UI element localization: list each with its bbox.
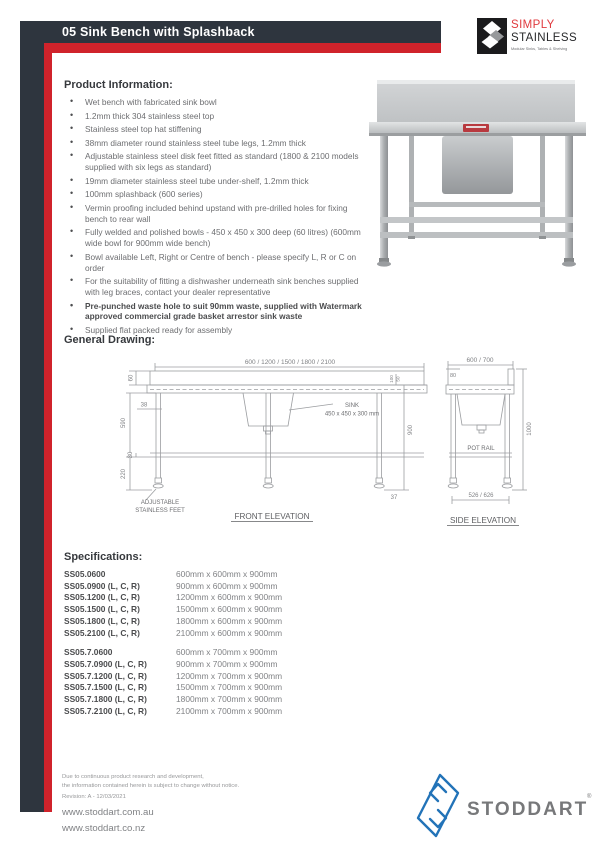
general-drawing-heading: General Drawing: — [64, 334, 156, 346]
bullet-item: • 100mm splashback (600 series) — [64, 189, 364, 200]
sink-bench-photo-illustration — [360, 66, 595, 278]
header-bar — [20, 21, 441, 43]
bullet-item: • 1.2mm thick 304 stainless steel top — [64, 111, 364, 122]
general-drawing — [0, 352, 600, 562]
brand-line1: SIMPLY — [511, 19, 555, 31]
dim-label: 220 — [121, 468, 127, 480]
dim-label: 60 — [128, 374, 135, 382]
front-elevation-labels — [121, 359, 414, 521]
bullet-item: • Bowl available Left, Right or Centre of bench - please specify L, R or C on order — [64, 252, 364, 274]
revision-label: Revision: A - 12/03/2021 — [62, 794, 126, 801]
pot-rail-label: POT RAIL — [467, 446, 495, 452]
dim-label: 600 / 1200 / 1500 / 1800 / 2100 — [244, 359, 336, 366]
spec-size: 600mm x 700mm x 900mm — [176, 647, 278, 658]
spec-size: 1200mm x 700mm x 900mm — [176, 670, 283, 681]
spec-row — [64, 682, 394, 694]
bullet-item: • For the suitability of fitting a dishwasher underneath sink benches supplied with leg braces, contact your dealer representative — [64, 276, 364, 298]
dim-label: 38 — [140, 402, 148, 409]
dim-label: 590 — [121, 417, 127, 429]
bullet-item: • Wet bench with fabricated sink bowl — [64, 97, 364, 108]
product-info-bullets — [64, 97, 364, 336]
bullet-item: • 19mm diameter stainless steel tube under-shelf, 1.2mm thick — [64, 176, 364, 187]
stoddart-logo-icon — [415, 772, 595, 842]
spec-row — [64, 694, 394, 706]
website-link-au[interactable]: www.stoddart.com.au — [62, 807, 154, 819]
spec-row — [64, 581, 394, 593]
bullet-item-bold: • Pre-punched waste hole to suit 90mm waste, supplied with Watermark approved commercial grade basket arrestor sink waste — [64, 301, 364, 323]
spec-code: SS05.7.1200 (L, C, R) — [64, 670, 147, 681]
spec-code: SS05.1500 (L, C, R) — [64, 604, 140, 615]
website-link-nz[interactable]: www.stoddart.co.nz — [62, 823, 146, 835]
spec-row — [64, 604, 394, 616]
disclaimer-line: Due to continuous product research and development, — [62, 774, 204, 780]
header-red-stripe — [44, 43, 441, 53]
dim-label: 50 — [395, 376, 401, 382]
side-elevation-lines — [446, 361, 527, 504]
bullet-item: • 38mm diameter round stainless steel tube legs, 1.2mm thick — [64, 138, 364, 149]
page-title: 05 Sink Bench with Splashback — [62, 25, 255, 39]
spec-size: 600mm x 600mm x 900mm — [176, 569, 278, 579]
spec-row — [64, 592, 394, 604]
sink-label: SINK — [344, 403, 360, 409]
dim-label: 100 — [389, 375, 394, 383]
dim-label: 1000 — [527, 422, 533, 436]
registered-mark: ® — [587, 794, 592, 800]
spec-row — [64, 616, 394, 628]
simply-stainless-logo-icon — [477, 15, 595, 57]
stoddart-logo — [415, 772, 595, 847]
stoddart-logo-text: STODDART — [467, 799, 589, 820]
brand-tagline: Modular Sinks, Tables & Shelving — [511, 47, 568, 51]
product-information-section — [64, 79, 364, 339]
specifications-heading: Specifications: — [64, 551, 143, 563]
spec-size: 1800mm x 600mm x 900mm — [176, 615, 283, 626]
spec-size: 1500mm x 700mm x 900mm — [176, 682, 283, 693]
spec-code: SS05.7.0900 (L, C, R) — [64, 658, 147, 669]
spec-code: SS05.7.1800 (L, C, R) — [64, 694, 147, 705]
spec-row — [64, 628, 394, 640]
spec-code: SS05.7.0600 — [64, 647, 113, 658]
spec-size: 1200mm x 600mm x 900mm — [176, 592, 283, 603]
feet-label: STAINLESS FEET — [135, 508, 185, 514]
spec-code: SS05.7.2100 (L, C, R) — [64, 705, 147, 716]
spec-size: 1500mm x 600mm x 900mm — [176, 604, 283, 615]
spec-group-700 — [64, 647, 394, 717]
specifications-section — [64, 551, 394, 717]
sink-size-label: 450 x 450 x 300 mm — [324, 411, 380, 418]
spec-row — [64, 706, 394, 718]
front-elevation-lines — [126, 363, 427, 500]
spec-size: 1800mm x 700mm x 900mm — [176, 694, 283, 705]
spec-row — [64, 659, 394, 671]
dim-label: 37 — [390, 495, 398, 501]
side-elevation-caption: SIDE ELEVATION — [449, 516, 517, 525]
front-elevation-caption: FRONT ELEVATION — [234, 512, 310, 521]
disclaimer-line: the information contained herein is subject to change without notice. — [62, 782, 240, 789]
product-photo — [360, 66, 595, 283]
footer — [62, 773, 382, 835]
brand-line2: STAINLESS — [511, 32, 578, 44]
spec-group-600 — [64, 569, 394, 639]
bullet-item: • Fully welded and polished bowls - 450 x 450 x 300 deep (60 litres) (600mm wide bowl for 900mm wide bench) — [64, 227, 364, 249]
dim-label: 900 — [408, 424, 414, 436]
spec-row — [64, 569, 394, 581]
spec-size: 900mm x 600mm x 900mm — [176, 580, 278, 591]
dim-label: 526 / 626 — [468, 493, 494, 499]
dim-label: 30 — [128, 451, 134, 459]
spec-row — [64, 671, 394, 683]
bullet-item: • Vermin proofing included behind upstand with pre-drilled holes for fixing bench to rear wall — [64, 203, 364, 225]
spec-code: SS05.1800 (L, C, R) — [64, 615, 140, 626]
spec-code: SS05.1200 (L, C, R) — [64, 592, 140, 603]
spec-size: 2100mm x 600mm x 900mm — [176, 627, 283, 638]
spec-code: SS05.2100 (L, C, R) — [64, 627, 140, 638]
dim-label: 80 — [449, 373, 457, 379]
brand-logo — [477, 15, 595, 57]
spec-code: SS05.0600 — [64, 569, 106, 579]
bullet-item: • Adjustable stainless steel disk feet fitted as standard (1800 & 2100 models supplied with six legs as standard) — [64, 151, 364, 173]
spec-code: SS05.7.1500 (L, C, R) — [64, 682, 147, 693]
dim-label: 600 / 700 — [466, 357, 494, 364]
bullet-item: • Supplied flat packed ready for assembly — [64, 325, 364, 336]
spec-size: 2100mm x 700mm x 900mm — [176, 705, 283, 716]
bullet-item: • Stainless steel top hat stiffening — [64, 124, 364, 135]
feet-label: ADJUSTABLE — [140, 500, 180, 506]
product-info-heading: Product Information: — [64, 79, 173, 91]
spec-row — [64, 647, 394, 659]
spec-size: 900mm x 700mm x 900mm — [176, 658, 278, 669]
spec-code: SS05.0900 (L, C, R) — [64, 580, 140, 591]
